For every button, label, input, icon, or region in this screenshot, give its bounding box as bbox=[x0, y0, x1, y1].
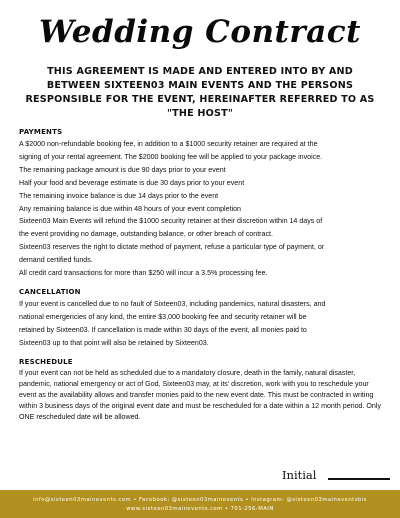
cancellation-line: retained by Sixteen03. If cancellation is made within 30 days of the event, all monies paid to bbox=[19, 325, 307, 334]
payments-line: The remaining package amount is due 90 days prior to your event bbox=[19, 165, 226, 174]
payments-line: demand certified funds. bbox=[19, 256, 93, 265]
cancellation-line: national emergencies of any kind, the entire $3,000 booking fee and security retainer will be bbox=[19, 312, 307, 321]
payments-line: Sixteen03 reserves the right to dictate method of payment, refuse a particular type of payment, or bbox=[19, 243, 325, 252]
contract-intro: THIS AGREEMENT IS MADE AND ENTERED INTO BY AND BETWEEN SIXTEEN03 MAIN EVENTS AND THE PERSONS RESPONSIBLE FOR THE EVENT, HEREINAFTER REFERRED TO AS "THE HOST" bbox=[25, 66, 375, 119]
payments-line: All credit card transactions for more than $250 will incur a 3.5% processing fee. bbox=[19, 269, 268, 278]
payments-heading: PAYMENTS bbox=[19, 128, 63, 136]
initial-signature-line bbox=[328, 478, 390, 480]
cancellation-heading: CANCELLATION bbox=[19, 287, 81, 296]
payments-line: A $2000 non-refundable booking fee, in addition to a $1000 security retainer are required at the bbox=[19, 140, 318, 148]
payments-line: Any remaining balance is due within 48 hours of your event completion bbox=[19, 204, 242, 213]
reschedule-heading: RESCHEDULE bbox=[19, 357, 73, 366]
footer-website: www.sixteen03mainevents.com • 701-256-MAIN bbox=[126, 506, 274, 512]
payments-line: The remaining invoice balance is due 14 days prior to the event bbox=[19, 191, 219, 200]
payments-line: the event providing no damage, outstanding balance, or other breach of contract. bbox=[19, 230, 273, 239]
reschedule-section bbox=[19, 357, 381, 424]
footer-contact: info@sixteen03mainevents.com • Facebook: @sixteen03mainevents • Instagram: @sixteen03maineventsbis bbox=[33, 497, 367, 503]
payments-line: signing of your rental agreement. The $2000 booking fee will be applied to your package invoice. bbox=[19, 152, 323, 161]
cancellation-line: Sixteen03 up to that point will also be retained by Sixteen03. bbox=[19, 338, 209, 347]
cancellation-section bbox=[19, 287, 381, 350]
cancellation-line: If your event is cancelled due to no fault of Sixteen03, including pandemics, natural disasters, and bbox=[19, 299, 326, 308]
initial-field[interactable] bbox=[282, 468, 392, 484]
initial-label: Initial bbox=[282, 468, 317, 482]
contract-body bbox=[19, 127, 381, 431]
footer-bar bbox=[0, 490, 400, 518]
payments-line: Sixteen03 Main Events will refund the $1000 security retainer at their discretion within 14 days of bbox=[19, 217, 323, 226]
payments-section bbox=[19, 127, 381, 280]
page-title: Wedding Contract bbox=[39, 14, 361, 50]
payments-line: Half your food and beverage estimate is due 30 days prior to your event bbox=[19, 178, 245, 187]
reschedule-text: If your event can not be held as scheduled due to a mandatory closure, death in the family, natural disaster, pandemic, national emergency or act of God, Sixteen03 may, at its' discretion, work with you to reschedule your event as the availability allows and transfer monies paid to the new event date. This must be contracted in writing within 3 business days of the original event date and must be rescheduled for a date within a 12 month period. Only ONE rescheduled date will be allowed. bbox=[19, 368, 381, 422]
